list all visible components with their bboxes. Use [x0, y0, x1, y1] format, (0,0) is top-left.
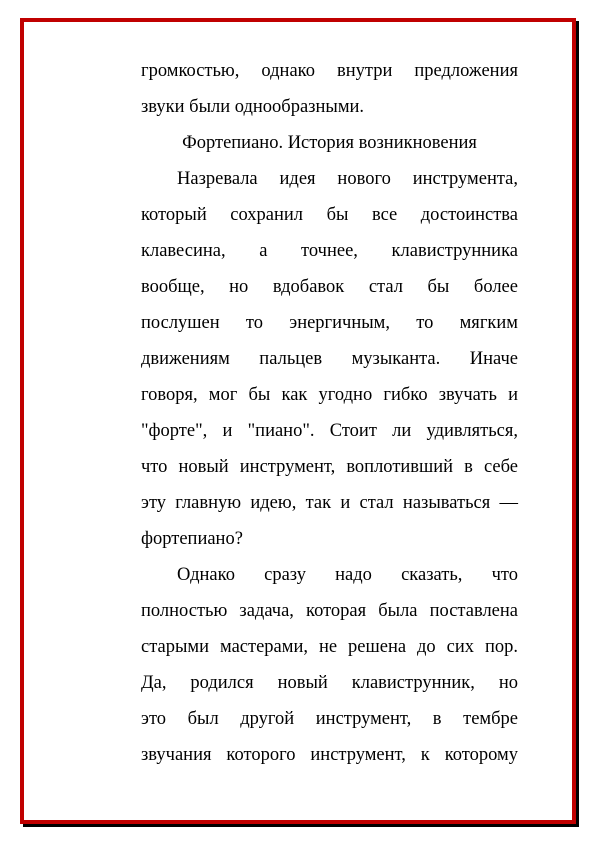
paragraph-line: что новый инструмент, воплотивший в себе	[141, 457, 518, 477]
paragraph-line: вообще, но вдобавок стал бы более	[141, 277, 518, 297]
paragraph-line: громкостью, однако внутри предложения	[141, 61, 518, 81]
paragraph-line: который сохранил бы все достоинства	[141, 205, 518, 225]
paragraph-line: клавесина, а точнее, клавиструнника	[141, 241, 518, 261]
paragraph-line: фортепиано?	[141, 529, 243, 549]
section-heading: Фортепиано. История возникновения	[182, 133, 477, 153]
paragraph-line: говоря, мог бы как угодно гибко звучать и	[141, 385, 518, 405]
paragraph-line: Да, родился новый клавиструнник, но	[141, 673, 518, 693]
paragraph-line: Однако сразу надо сказать, что	[177, 565, 518, 585]
paragraph-line: звучания которого инструмент, к которому	[141, 745, 518, 765]
paragraph-line: старыми мастерами, не решена до сих пор.	[141, 637, 518, 657]
paragraph-line: это был другой инструмент, в тембре	[141, 709, 518, 729]
paragraph-line: полностью задача, которая была поставлена	[141, 601, 518, 621]
paragraph-line: движениям пальцев музыканта. Иначе	[141, 349, 518, 369]
paragraph-line: послушен то энергичным, то мягким	[141, 313, 518, 333]
paragraph-line: эту главную идею, так и стал называться —	[141, 493, 518, 513]
paragraph-line: звуки были однообразными.	[141, 97, 365, 117]
paragraph-line: "форте", и "пиано". Стоит ли удивляться,	[141, 421, 518, 441]
paragraph-line: Назревала идея нового инструмента,	[177, 169, 518, 189]
